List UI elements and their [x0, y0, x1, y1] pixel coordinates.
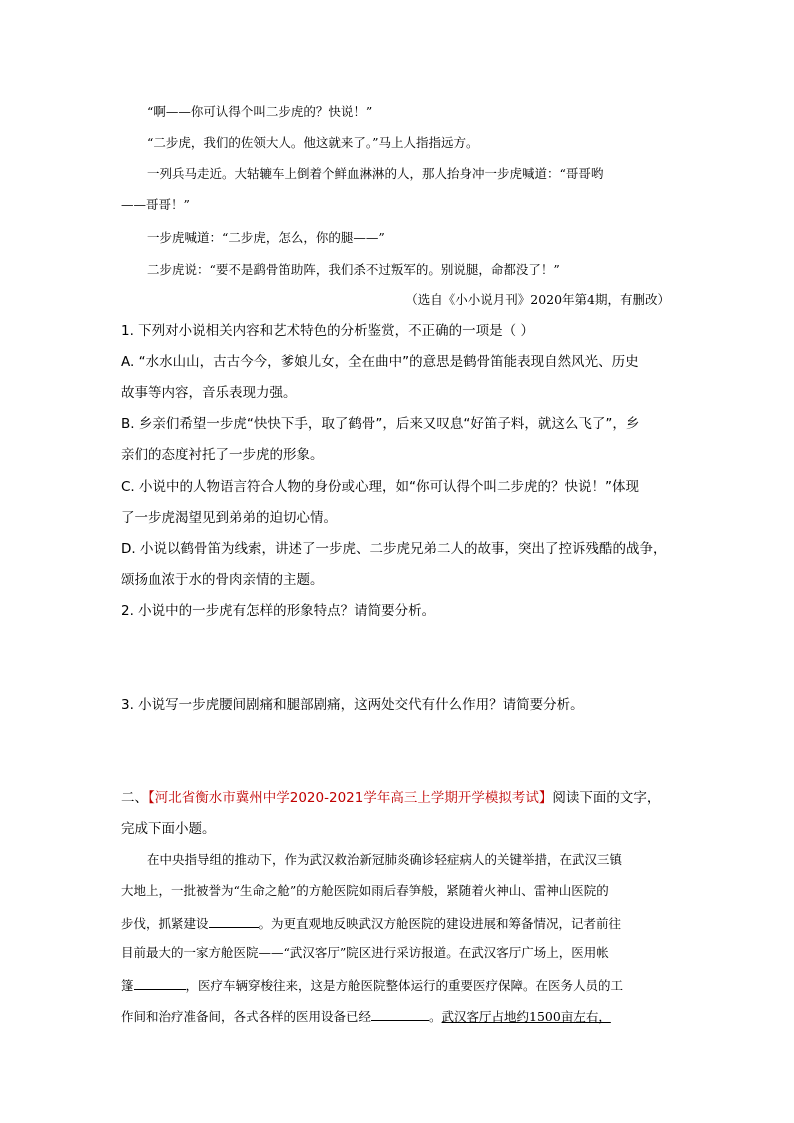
- blank-2: [134, 975, 186, 990]
- passage2-line-4: 目前最大的一家方舱医院——“武汉客厅”院区进行采访报道。在武汉客厅广场上，医用帐: [121, 945, 609, 960]
- passage2-line-3: [121, 913, 621, 933]
- option-a-line-2: 故事等内容，音乐表现力强。: [121, 385, 297, 401]
- question-1-stem: 1. 下列对小说相关内容和艺术特色的分析鉴赏，不正确的一项是（ ）: [121, 323, 534, 339]
- section-2-instruction: 阅读下面的文字，: [552, 790, 661, 806]
- blank-1: [209, 913, 259, 928]
- passage2-line-3-b: 。为更直观地反映武汉方舱医院的建设进展和筹备情况，记者前往: [258, 916, 622, 931]
- passage2-line-2: 大地上，一批被誉为“生命之舱”的方舱医院如雨后春笋般，紧随着火神山、雷神山医院的: [121, 883, 609, 898]
- passage2-line-6-a: 作间和治疗准备间，各式各样的医用设备已经: [121, 1009, 372, 1024]
- passage-line-4: ——哥哥！”: [121, 197, 190, 212]
- section-2-prefix: 二、: [121, 790, 148, 806]
- passage2-line-5: [121, 975, 623, 995]
- option-b-line-1: B. 乡亲们希望一步虎“快快下手，取了鹤骨”，后来又叹息“好笛子料，就这么飞了”，乡: [121, 416, 640, 432]
- option-b-line-2: 亲们的态度衬托了一步虎的形象。: [121, 447, 324, 463]
- option-d-line-2: 颂扬血浓于水的骨肉亲情的主题。: [121, 572, 324, 588]
- passage2-line-5-a: 篷: [121, 978, 134, 993]
- section-2-instruction-line-2: 完成下面小题。: [121, 821, 216, 837]
- section-2-source-tag: 【河北省衡水市冀州中学2020-2021学年高三上学期开学模拟考试】: [148, 790, 553, 806]
- question-3: 3. 小说写一步虎腰间剧痛和腿部剧痛，这两处交代有什么作用？请简要分析。: [121, 697, 584, 713]
- blank-3: [371, 1006, 429, 1021]
- passage2-line-3-a: 步伐，抓紧建设: [121, 916, 209, 931]
- passage-line-1: “啊——你可认得个叫二步虎的？快说！”: [147, 104, 373, 119]
- option-a-line-1: A. “水水山山，古古今今，爹娘儿女，全在曲中”的意思是鹤骨笛能表现自然风光、历史: [121, 354, 639, 370]
- passage-line-6: 二步虎说：“要不是鹞骨笛助阵，我们杀不过叛军的。别说腿，命都没了！”: [147, 262, 560, 277]
- passage2-line-5-b: ，医疗车辆穿梭往来，这是方舱医院整体运行的重要医疗保障。在医务人员的工: [185, 978, 624, 993]
- option-c-line-1: C. 小说中的人物语言符合人物的身份或心理，如“你可认得个叫二步虎的？快说！”体现: [121, 479, 639, 495]
- question-2: 2. 小说中的一步虎有怎样的形象特点？请简要分析。: [121, 603, 436, 619]
- option-d-line-1: D. 小说以鹤骨笛为线索，讲述了一步虎、二步虎兄弟二人的故事，突出了控诉残酷的战争，: [121, 541, 667, 557]
- passage-source: （选自《小小说月刊》2020年第4期，有删改）: [405, 292, 670, 307]
- passage2-line-6-b: 。: [429, 1009, 442, 1024]
- option-c-line-2: 了一步虎渴望见到弟弟的迫切心情。: [121, 510, 337, 526]
- section-2-heading: [121, 789, 660, 807]
- passage-line-2: “二步虎，我们的佐领大人。他这就来了。”马上人指指远方。: [147, 135, 479, 150]
- passage-line-5: 一步虎喊道：“二步虎，怎么，你的腿——”: [147, 230, 385, 245]
- passage2-line-6: [121, 1006, 611, 1026]
- passage-line-3: 一列兵马走近。大轱辘车上倒着个鲜血淋淋的人，那人抬身冲一步虎喊道：“哥哥哟: [147, 166, 604, 181]
- underlined-sentence: 武汉客厅占地约1500亩左右，: [441, 1009, 611, 1024]
- passage2-line-1: 在中央指导组的推动下，作为武汉救治新冠肺炎确诊轻症病人的关键举措，在武汉三镇: [147, 852, 623, 867]
